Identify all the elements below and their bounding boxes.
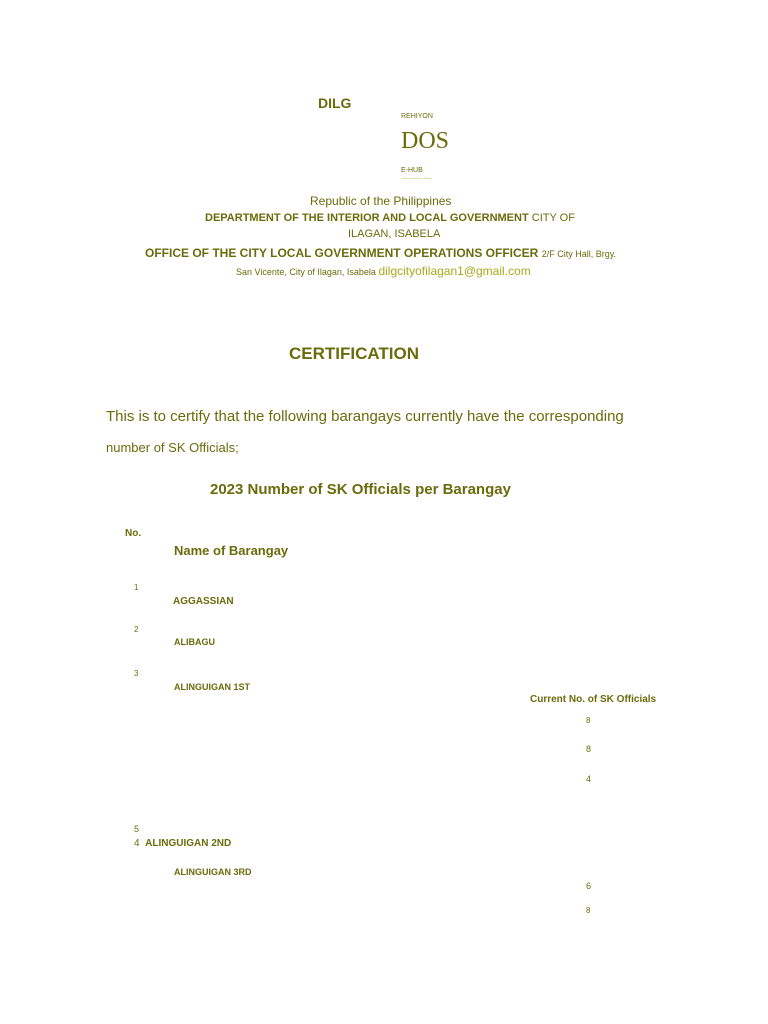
barangay-name: ALIBAGU xyxy=(174,637,215,647)
sk-count: 8 xyxy=(586,744,592,754)
row-number: 2 xyxy=(134,625,139,634)
republic-line: Republic of the Philippines xyxy=(310,194,452,208)
address-line xyxy=(236,264,531,278)
sk-count: 8 xyxy=(586,906,591,915)
body-text-line-2: number of SK Officials; xyxy=(106,440,239,455)
body-text-line-1: This is to certify that the following barangays currently have the corresponding xyxy=(106,408,624,425)
department-line xyxy=(205,212,575,224)
table-title: 2023 Number of SK Officials per Barangay xyxy=(210,481,511,498)
department-name: DEPARTMENT OF THE INTERIOR AND LOCAL GOVERNMENT xyxy=(205,212,529,224)
city-of-label: CITY OF xyxy=(531,212,575,224)
agency-name: DILG xyxy=(318,95,352,111)
hub-label: E-HUB xyxy=(401,167,423,174)
row-number-value: 4 xyxy=(134,838,140,849)
barangay-name: ALINGUIGAN 2ND xyxy=(145,838,232,849)
row-number: 5 xyxy=(134,824,140,834)
office-line xyxy=(145,246,616,260)
city-line: ILAGAN, ISABELA xyxy=(348,228,441,240)
hub-caption: Kalidad at Serbisyo Para Sa Bayan xyxy=(401,178,433,180)
email-link[interactable]: dilgcityofilagan1@gmail.com xyxy=(378,264,531,278)
sk-count: 4 xyxy=(586,774,592,784)
row-number: 3 xyxy=(134,669,139,678)
barangay-name: AGGASSIAN xyxy=(173,596,234,607)
region-big-label: DOS xyxy=(401,128,450,154)
column-header-no: No. xyxy=(125,528,142,539)
office-name: OFFICE OF THE CITY LOCAL GOVERNMENT OPERATIONS OFFICER xyxy=(145,246,539,260)
row-number xyxy=(134,838,231,849)
barangay-name: ALINGUIGAN 1ST xyxy=(174,682,251,692)
region-small-label: REHIYON xyxy=(401,113,433,120)
row-number: 1 xyxy=(134,583,139,592)
barangay-name: ALINGUIGAN 3RD xyxy=(174,867,252,877)
column-header-name: Name of Barangay xyxy=(174,543,289,558)
document-title: CERTIFICATION xyxy=(289,344,420,363)
address-part-2: San Vicente, City of Ilagan, Isabela xyxy=(236,267,376,277)
address-part-1: 2/F City Hall, Brgy. xyxy=(541,249,617,259)
sk-count: 8 xyxy=(586,716,591,725)
sk-count: 6 xyxy=(586,881,592,891)
column-header-count: Current No. of SK Officials xyxy=(530,694,657,705)
